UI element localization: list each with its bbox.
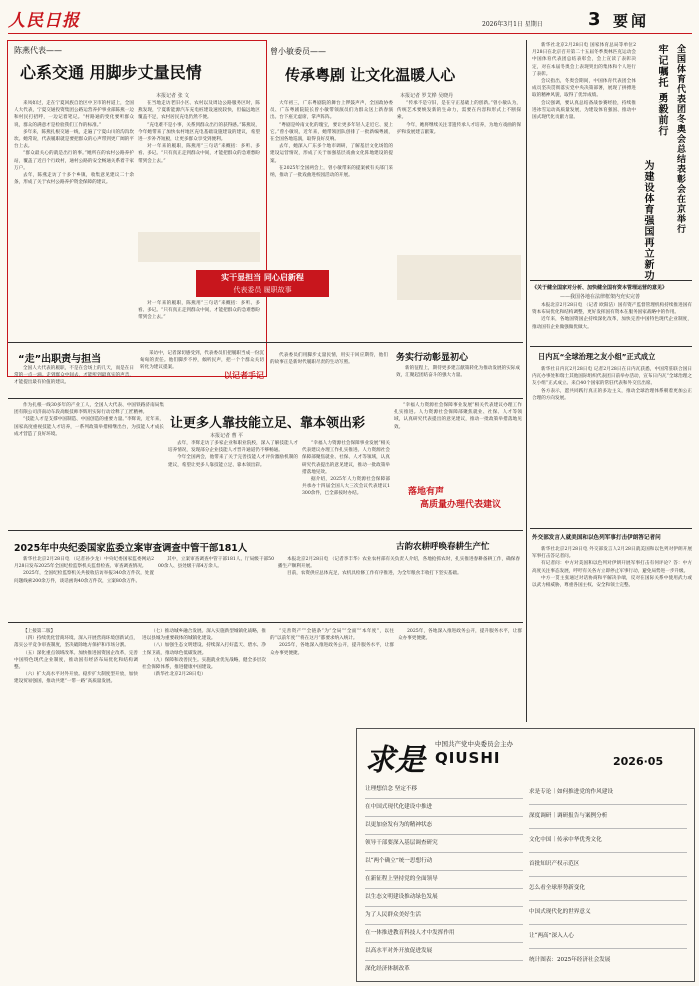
paragraph: 会议指出，冬奥会期间，中国体育代表团全体成员坚决贯彻落实党中央决策部署，展现了拼搏进取的精神风貌，取得了优异成绩。 <box>532 79 636 99</box>
divider <box>8 622 523 623</box>
toc-item[interactable]: 文化中国｜传承中华优秀文化 <box>529 829 687 853</box>
budget-body-2 <box>158 556 274 618</box>
banner-title: 实干显担当 同心启新程 <box>221 273 304 282</box>
lead-body-lower <box>138 300 260 340</box>
paragraph: （新华社北京2月28日电） <box>151 672 206 678</box>
qiushi-sponsor: 中国共产党中央委员会主办 <box>435 740 513 748</box>
paragraph: 多年来，陈燕扎根交通一线，走遍了宁夏山川的沟沟坎坎。她常说，代表履职就是要把群众的心声带到更广阔的平台上去。 <box>14 129 134 150</box>
toc-item[interactable]: 深化经济体制改革 <box>365 966 410 972</box>
lead-title[interactable]: 心系交通 用脚步丈量民情 <box>20 63 202 82</box>
sidebar-item3-title[interactable]: 日内瓦“全球治理之友小组”正式成立 <box>538 352 656 361</box>
short3-title[interactable]: 务实行动彰显初心 <box>396 353 469 363</box>
page-number: 3 <box>588 9 601 30</box>
bottom-col-2 <box>142 628 266 978</box>
sidebar-item4-body <box>532 546 692 722</box>
budget-title[interactable]: 2025年中央纪委国家监委立案审查调查中管干部181人 <box>14 543 248 554</box>
divider <box>8 530 523 531</box>
paragraph: 2025年，各地深入推进政务公开，提升服务水平，让群众办事更便捷。 <box>270 643 394 656</box>
sidebar-item2-subtitle: ——我国各地在法律框架内充实完善 <box>560 294 641 300</box>
second-kicker: 曾小敏委员—— <box>270 47 326 56</box>
sidebar-vertical-title-a[interactable]: 为建设体育强国再立新功 <box>642 160 653 281</box>
report-banner-sub: 落地有声 <box>408 487 445 497</box>
paragraph: 采访中，记者深切感受到，代表委员们把履职当成一份沉甸甸的责任。他们脚步不停，倾听民声，把一个个群众关切转化为建议提案。 <box>140 351 264 371</box>
sidebar-vertical-title-b[interactable]: 牢记嘱托 勇毅前行 <box>656 44 667 137</box>
toc-item[interactable]: 在一体推进教育科技人才中发挥作用 <box>365 925 523 943</box>
toc-item[interactable]: 求是专论｜如何推进党的作风建设 <box>529 781 687 805</box>
paragraph: 新华社北京2月28日电 （记者孙少龙）中央纪委国家监委网站2月28日发布2025年全国纪检监察机关监督检查、审查调查情况。 <box>14 557 154 570</box>
qiushi-logo: 求是 <box>365 743 425 778</box>
paragraph: 中方一贯主张通过对话协商和平解决争端，反对在国际关系中使用武力或以武力相威胁，尊重各国主权、安全和领土完整。 <box>532 575 692 589</box>
short2-title[interactable]: 以记者手记 <box>224 371 264 380</box>
paragraph: “幸福人力资源社会保障事业发展”相关代表建议办理工作扎实推进。人力资源社会保障部聚焦就业、社保、人才等领域，认真研究代表提出的意见建议，推动一批政策举措落地见效。 <box>302 441 390 475</box>
paragraph: 在当地走访老旧小区、农村以及周边公路服务区时，陈燕发现，宁夏新能源汽车充电桩建设速度较快，但偏远地区覆盖不足，农村居民充电仍然不便。 <box>138 101 260 121</box>
paragraph: “技能人才是支撑中国制造、中国创造的重要力量。”李辉说，近年来，国家高度重视技能人才培养，一系列政策举措相继出台，为技能人才成长成才营造了良好环境。 <box>14 417 164 437</box>
paragraph: 大年初三，广东粤剧院的舞台上锣鼓声声，全国政协委员、广东粤剧院院长曾小敏带领演员们为群众送上新春演出。台下座无虚席，掌声阵阵。 <box>270 101 393 121</box>
paragraph: 去年，她深入广东多个地市调研，了解基层文化场馆的建设运营情况，形成了关于加强基层戏曲文化阵地建设的提案。 <box>270 144 393 164</box>
divider <box>530 280 692 281</box>
second-photo-placeholder <box>397 255 521 300</box>
paragraph: 去年，李辉走访了多家企业和职业院校，深入了解技能人才培养情况，发现部分企业技能人才晋升通道仍不够畅通。 <box>168 441 298 454</box>
lead-byline: 本报记者 张 文 <box>156 93 190 99</box>
toc-item[interactable]: 首批知识产权示范区 <box>529 853 687 877</box>
qiushi-en: QIUSHI <box>435 749 501 767</box>
qiushi-toc-left <box>365 781 523 978</box>
paragraph: 代表委员们用脚步丈量民情，用实干回应期待，他们的故事正是新时代履职尽责的生动写照。 <box>270 353 388 366</box>
qiushi-toc-right <box>529 781 687 972</box>
paragraph: 本报北京2月28日电 （记者李丰华）农业农村部有关负责人介绍，各地抢抓农时，扎实推进春耕备耕工作，确保春播生产顺利开展。 <box>278 557 520 570</box>
paragraph: 来凤如过，走在宁夏回族自治区中卫市的村道上，全国人大代表，宁夏交通投资集团公路运营养护事业部陈燕一边和村民打招呼，一边记着笔记。“村路通的变化要听群众说，群众的满意才是检验我们工作的标准。” <box>14 101 134 128</box>
short3-body-a <box>270 352 388 388</box>
paragraph: 去年，陈燕走访了十多个乡镇，收集意见建议二十余条，形成了关于农村公路养护资金保障的建议。 <box>14 173 134 186</box>
section-name: 要闻 <box>613 12 650 30</box>
paragraph: 2025年，全国纪检监察机关共接收信访举报340余万件次，处置问题线索200余万件，谈话函询40余万件次，立案80余万件。 <box>14 571 154 584</box>
sidebar-item4-title[interactable]: 外交部发言人就美国和以色列军事打击伊朗答记者问 <box>532 535 661 541</box>
paragraph: 目前，农资供应总体充足，农机具检修工作有序推进，为全年粮食丰收打下坚实基础。 <box>287 571 462 577</box>
paragraph: 全国人大代表的履职，不是在会场上的几天，而是在日常的一点一滴。走到群众中间去，才能听到最真实的声音，才能提出最有价值的建议。 <box>14 366 134 386</box>
toc-item[interactable]: 为了人民群众美好生活 <box>365 907 523 925</box>
paragraph: （四）持续优化营商环境。深入开展营商环境创新试点，落实公平竞争审查制度，坚决破除地方保护和市场分割。 <box>14 636 138 649</box>
paragraph: 有记者问：中方对美国和以色列对伊朗开展军事打击有何评论？答：中方高度关注事态发展，呼吁有关各方立即停止军事行动，避免局势进一步升级。 <box>532 561 692 574</box>
short1-body <box>14 365 134 401</box>
paragraph: 在2025年全国两会上，曾小敏带来的提案被有关部门采纳，推动了一批戏曲进校园活动的开展。 <box>270 165 393 179</box>
paragraph: （六）扩大高水平对外开放。稳步扩大制度型开放，加快建设贸易强国，推动共建“一带一路”高质量发展。 <box>14 672 138 685</box>
sidebar-body-top <box>532 42 636 274</box>
sidebar-vertical-title-c[interactable]: 全国体育代表团冬奥会总结表彰会在京举行 <box>675 44 685 234</box>
sidebar-divider <box>526 40 527 722</box>
paragraph: “群众最关心的就是出行的事。”她所在的农村公路养护站，覆盖了近百个行政村，通村公路的安全畅通关系着千家万户。 <box>14 151 134 171</box>
sidebar-item2-title[interactable]: 《关于健全国家对分析、加快健全国有资本管理运营的意见》 <box>532 285 668 291</box>
paragraph: 其中，立案审查调查中管干部181人、厅局级干部5000余人、县处级干部4万余人。 <box>158 557 274 570</box>
toc-item[interactable]: 在中国式现代化建设中推进 <box>365 799 523 817</box>
paragraph: 各方表示，愿共同践行真正的多边主义，推动全球治理体系朝着更加公正合理的方向发展。 <box>532 388 692 401</box>
paragraph: 新华社北京2月28日电 外交部发言人2月28日就美国和以色列对伊朗开展军事打击答记者问。 <box>532 547 692 560</box>
masthead-rule <box>8 33 692 34</box>
bottom-col-1 <box>14 628 138 978</box>
short2-body <box>140 350 264 386</box>
qiushi-ad[interactable] <box>356 728 695 982</box>
sidebar-item2-body <box>532 302 692 344</box>
paragraph: 【上接第二版】 <box>23 629 56 634</box>
second-title[interactable]: 传承粤剧 让文化温暖人心 <box>285 66 456 84</box>
paragraph: （九）保障和改善民生。实施就业优先战略，健全多层次社会保障体系，推进健康中国建设。 <box>142 657 266 671</box>
paragraph: 2025年，各地深入推进政务公开，提升服务水平，让群众办事更便捷。 <box>398 629 522 642</box>
mid-body-left <box>14 402 164 526</box>
banner-subtitle: 代表委员 履职故事 <box>233 286 292 294</box>
paragraph: 今年，她将继续关注非遗传承人才培养，为地方戏曲的保护和发展建言献策。 <box>397 122 521 135</box>
second-byline: 本报记者 罗艾桦 吴晓丹 <box>400 93 454 99</box>
second-body-left <box>270 100 393 300</box>
toc-item[interactable]: 以“两个确立”统一思想行动 <box>365 853 523 871</box>
toc-item[interactable]: 以高水平对外开放促进发展 <box>365 943 523 961</box>
paragraph: 今年全国两会，他带来了关于完善技能人才评价激励机制的建议，希望让更多人靠技能立足、靠本领出彩。 <box>168 455 298 468</box>
newspaper-logo: 人民日报 <box>8 11 80 31</box>
sidebar-item3-body <box>532 366 692 526</box>
toc-item[interactable]: 在新征程上坚持党的全面领导 <box>365 871 523 889</box>
farming-body <box>278 556 520 618</box>
paragraph: 会议强调，要认真总结备战参赛经验，持续推进冰雪运动高质量发展，为建设体育强国、推动中国式现代化贡献力量。 <box>532 100 636 121</box>
paragraph: “幸福人力资源社会保障事业发展”相关代表建议办理工作扎实推进。人力资源社会保障部聚焦就业、社保、人才等领域，认真研究代表提出的意见建议，推动一批政策举措落地见效。 <box>394 403 522 430</box>
issue-date: 2026年3月1日 星期日 <box>482 21 543 28</box>
masthead <box>8 6 692 32</box>
divider <box>530 346 692 347</box>
bottom-col-4 <box>398 628 522 728</box>
paragraph: （八）加强生态文明建设。持续深入打好蓝天、碧水、净土保卫战，推动绿色低碳发展。 <box>142 643 266 656</box>
budget-body <box>14 556 154 618</box>
lead-kicker: 陈燕代表—— <box>14 46 62 55</box>
report-banner: 高质量办理代表建议 <box>420 500 502 510</box>
short1-title[interactable]: “走”出职责与担当 <box>18 354 102 365</box>
toc-item[interactable]: 怎么看全球形势新变化 <box>529 877 687 901</box>
paragraph: 对一年来的履职，陈燕用“三句话”来概括：多听、多看、多记。“只有真正走到群众中间，才能把群众的急难愁盼带到会上去。” <box>138 301 260 321</box>
paragraph: 新的征程上，期待更多建言献策转化为推动发展的实际成效，汇聚起团结奋斗的强大力量。 <box>396 366 520 379</box>
paragraph: 作为扎根一线30多年的产业工人，全国人大代表、中国铁路济南局集团有限公司济南动车段高级技师李辉用实际行动诠释了工匠精神。 <box>14 403 164 416</box>
paragraph: （五）深化重点领域改革。加快推进国资国企改革，完善中国特色现代企业制度，推动国有经济布局优化和结构调整。 <box>14 650 138 671</box>
paragraph: 据介绍，2025年人力资源社会保障部共承办十四届全国人大三次会议代表建议1300余件，已全部按时办结。 <box>302 477 390 497</box>
paragraph: “传承不是守旧，是在守正基础上的创新。”曾小敏认为，传统艺术要焕发新的生命力，需要在内容和形式上不断探索。 <box>397 101 521 121</box>
lead-body-right <box>138 100 260 228</box>
toc-item[interactable]: 让理想信念 坚定不移 <box>365 781 523 799</box>
paragraph: 近年来，各地国资国企持续深化改革，加快完善中国特色现代企业制度，推动国有企业做强做优做大。 <box>532 317 692 330</box>
paragraph: 本报北京2月28日电 （记者 欧阳洁）国有资产监督管理机构持续推进国有资本布局优化和结构调整，更好发挥国有资本在服务国家战略中的作用。 <box>532 303 692 316</box>
short3-body-b <box>396 365 520 395</box>
paragraph: 对一年来的履职，陈燕用“三句话”来概括：多听、多看、多记。“只有真正走到群众中间，才能把群众的急难愁盼带到会上去。” <box>138 144 260 164</box>
lead-photo-placeholder <box>138 232 260 262</box>
qiushi-issue: 2026·05 <box>613 755 664 768</box>
divider <box>8 342 523 343</box>
paragraph: 新华社日内瓦2月28日电 记者2月28日在日内瓦获悉，中国常驻联合国日内瓦办事处和瑞士其他国际组织代表团日前举办活动，宣布日内瓦“全球治理之友小组”正式成立。来自40个国家的常驻代表和外交官出席。 <box>532 367 692 387</box>
toc-item[interactable]: 中国式现代化的世界意义 <box>529 901 687 925</box>
farming-title[interactable]: 古韵农耕呼唤春耕生产忙 <box>396 542 490 552</box>
divider <box>530 528 692 529</box>
divider <box>8 398 523 399</box>
report-body-right <box>394 402 522 482</box>
mid-byline: 本报记者 曹 平 <box>210 433 244 439</box>
paragraph: “完善资产”“全链条”为“全局”“全面”“本年度”，以往的“以前年度”“将在这月”都要求纳入统计。 <box>270 629 394 642</box>
paragraph: （七）推动城乡融合发展。深入实施新型城镇化战略，推进以县城为重要载体的城镇化建设。 <box>142 629 266 642</box>
toc-item[interactable]: 以更加奋发有为的精神状态 <box>365 817 523 835</box>
toc-item[interactable]: 让“两高”深入人心 <box>529 925 687 949</box>
paragraph: 新华社北京2月28日电 国家体育总局等单位2月28日在北京召开第二十五届冬季奥林匹克运动会中国体育代表团总结表彰会，会上宣读了表彰决定，对在本届冬奥会上表现突出的集体和个人进行了表彰。 <box>532 43 636 77</box>
report-body <box>302 440 390 526</box>
toc-item[interactable]: 统计图表：2025年经济社会发展 <box>529 957 611 963</box>
toc-item[interactable]: 领导干部要深入基层调查研究 <box>365 835 523 853</box>
mid-title[interactable]: 让更多人靠技能立足、靠本领出彩 <box>170 416 366 431</box>
toc-item[interactable]: 以生态文明建设推动绿色发展 <box>365 889 523 907</box>
toc-item[interactable]: 深度调研｜调研报告与案例分析 <box>529 805 687 829</box>
paragraph: “充电难不是小事，关系到群众出行的获得感。”陈燕说，今年她带来了加快农村地区充电基础设施建设的建议，希望进一步补齐短板，让更多群众享受到便利。 <box>138 122 260 143</box>
lead-body-left <box>14 100 134 318</box>
mid-body-center <box>168 440 298 526</box>
paragraph: “粤剧是岭南文化的瑰宝，要让更多年轻人走近它、爱上它。”曾小敏说，近年来，她带领团队创排了一批新编粤剧，在全国各地巡演，取得良好反响。 <box>270 122 393 143</box>
